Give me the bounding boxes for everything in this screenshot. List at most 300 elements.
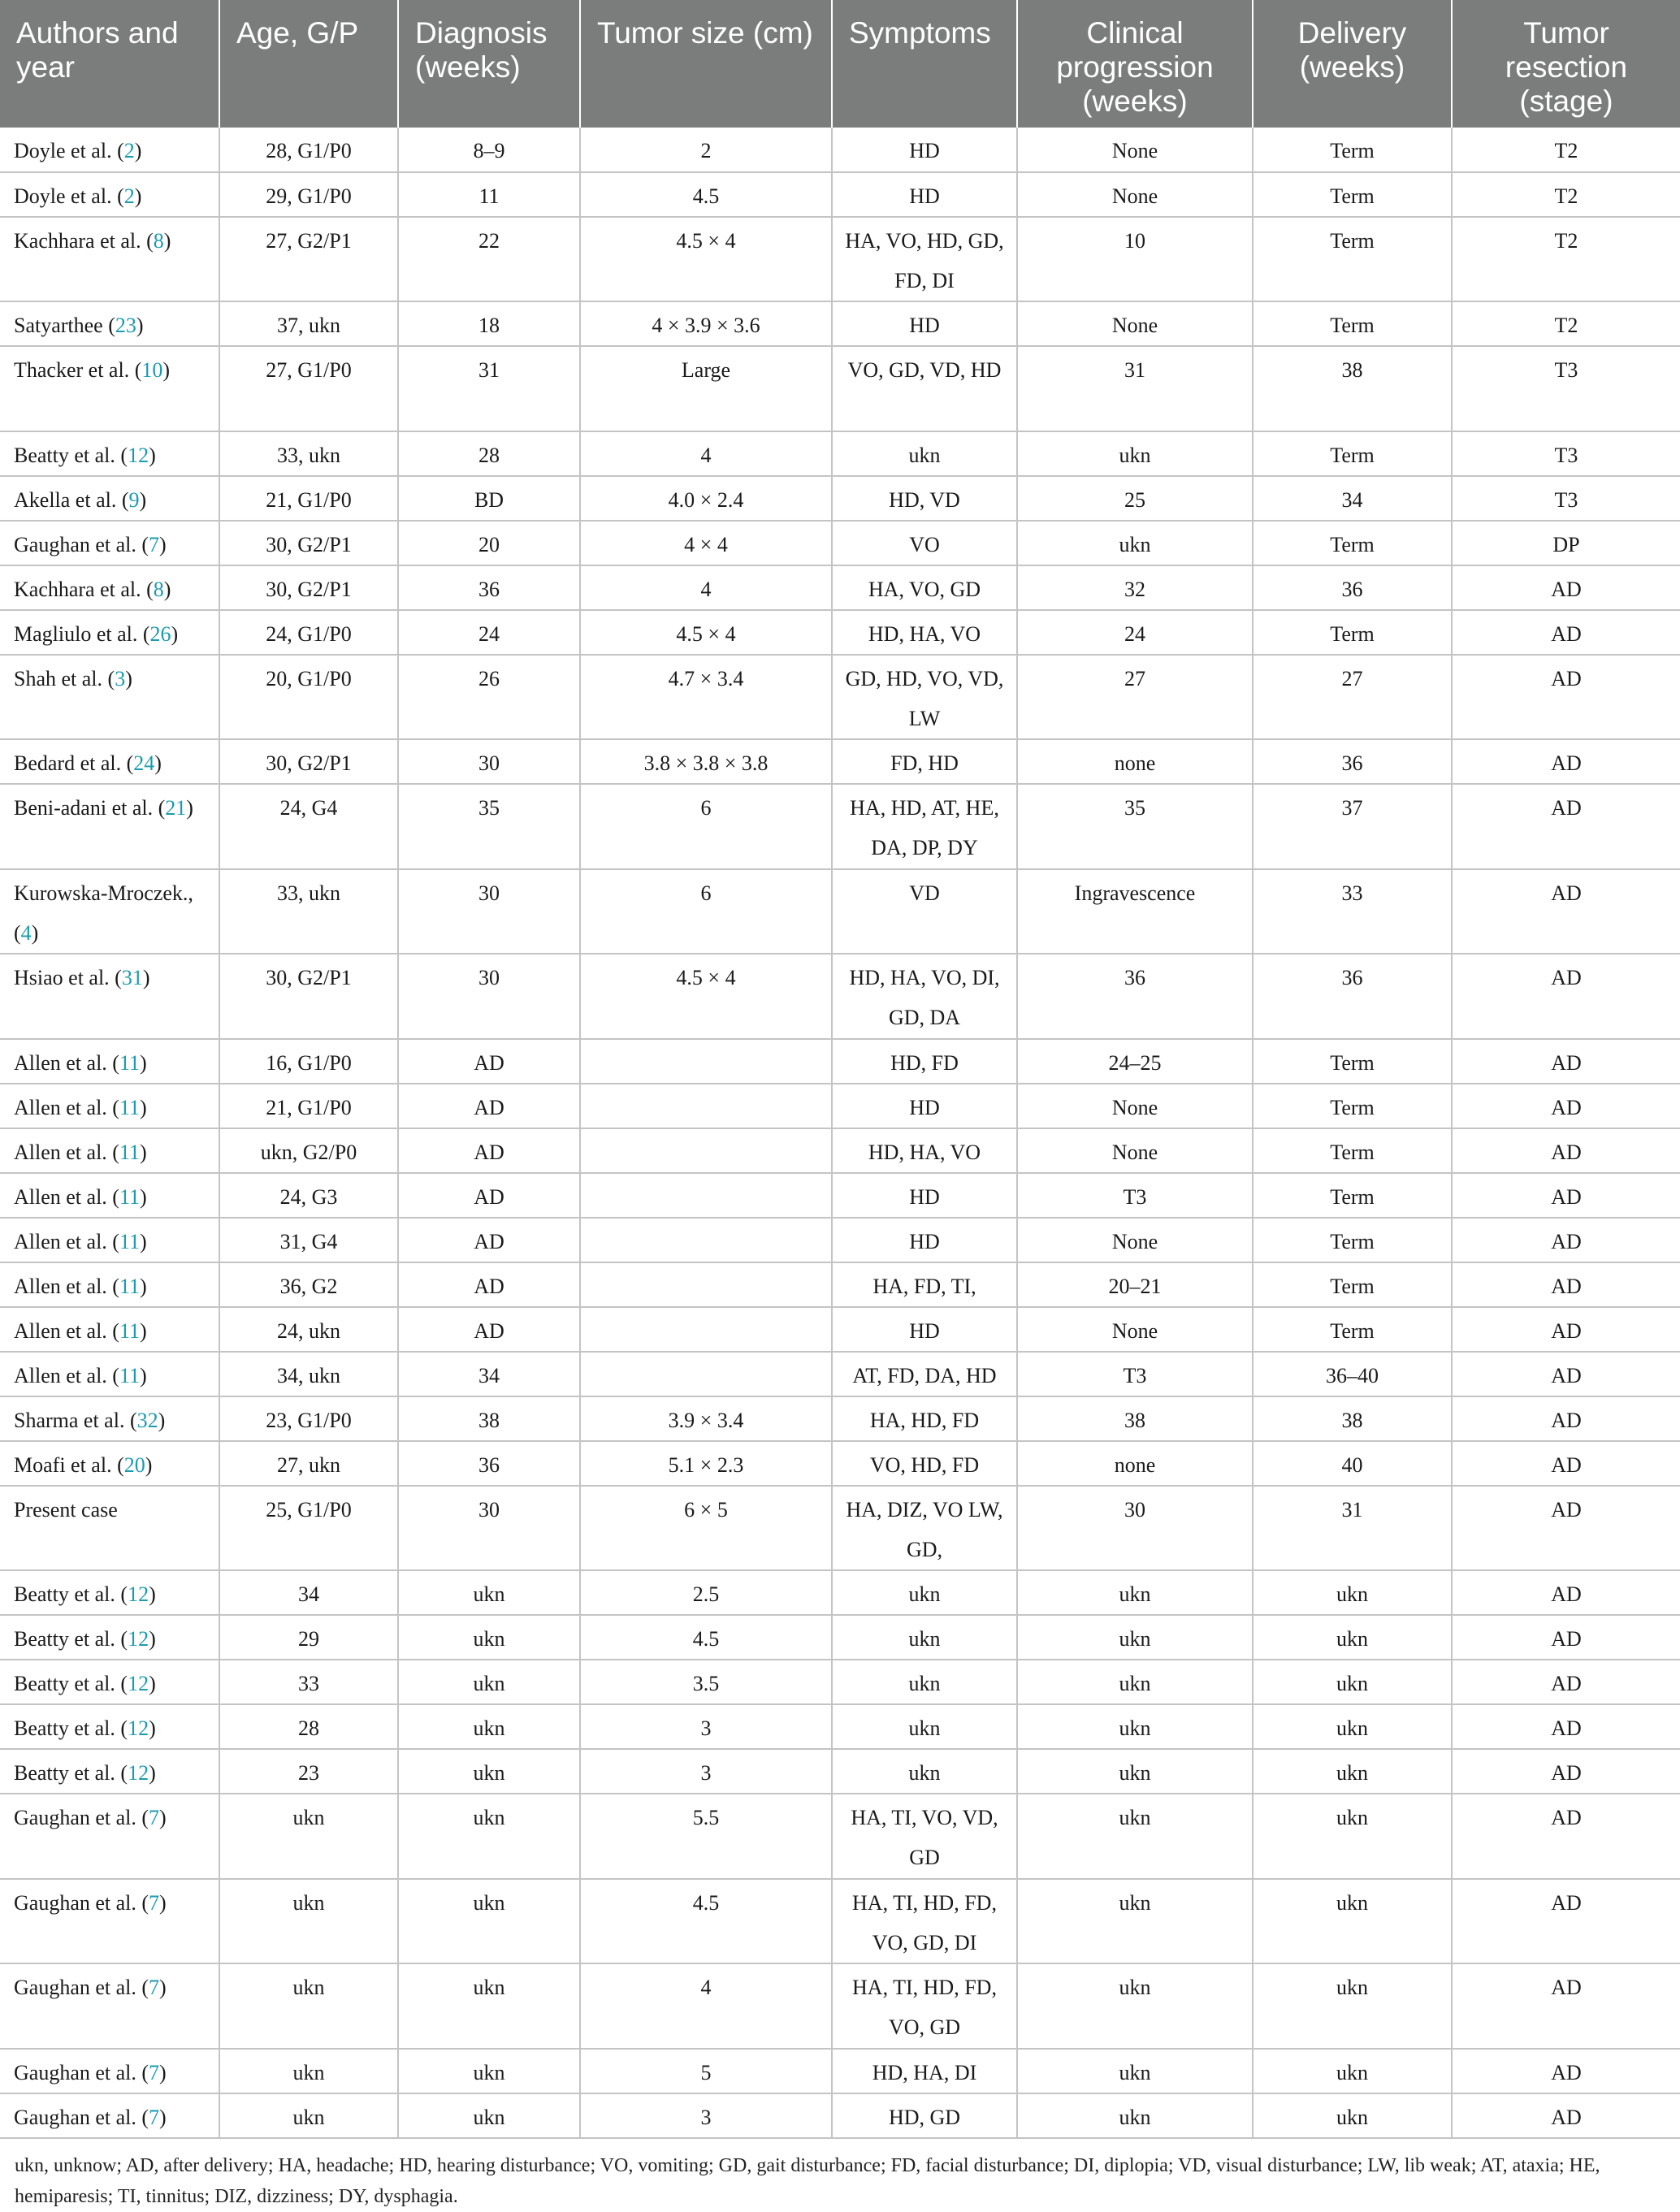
table-row: [0, 1128, 1680, 1173]
reference-link[interactable]: 7: [149, 1976, 160, 1999]
table-row: [0, 1879, 1680, 1964]
author-name: Gaughan et al. (: [14, 1890, 149, 1915]
cell-delivery: ukn: [1253, 1660, 1452, 1704]
cell-symptoms: ukn: [832, 1704, 1017, 1749]
table-row: [0, 1173, 1680, 1218]
header-delivery: Delivery (weeks): [1253, 0, 1452, 128]
cell-symptoms: HD, HA, DI: [832, 2049, 1017, 2093]
cell-author: Sharma et al. (32): [0, 1396, 219, 1441]
cell-age: 23, G1/P0: [219, 1396, 398, 1441]
cell-delivery: Term: [1253, 1218, 1452, 1262]
cell-age: 25, G1/P0: [219, 1486, 398, 1571]
cell-tumor-size: 2: [580, 128, 832, 172]
cell-diagnosis: 30: [398, 869, 580, 954]
cell-clinical-progression: None: [1017, 128, 1253, 172]
cell-delivery: Term: [1253, 1128, 1452, 1173]
table-row: [0, 1963, 1680, 2049]
cell-tumor-resection: AD: [1452, 1039, 1680, 1084]
reference-link[interactable]: 8: [153, 228, 164, 253]
cell-clinical-progression: ukn: [1017, 1794, 1253, 1879]
table-body: [0, 128, 1680, 2138]
cell-author: Beatty et al. (12): [0, 1704, 219, 1749]
cell-age: 21, G1/P0: [219, 1084, 398, 1128]
table-row: [0, 1396, 1680, 1441]
table-row: [0, 301, 1680, 346]
cell-tumor-size: 4: [580, 1963, 832, 2049]
cell-tumor-size: 4.0 × 2.4: [580, 476, 832, 521]
header-symptoms: Symptoms: [832, 0, 1017, 128]
table-row: [0, 128, 1680, 172]
cell-age: 24, G3: [219, 1173, 398, 1218]
reference-link[interactable]: 11: [119, 1229, 140, 1253]
cell-clinical-progression: 24–25: [1017, 1039, 1253, 1084]
cell-diagnosis: 30: [398, 954, 580, 1039]
table-row: [0, 1749, 1680, 1794]
reference-link[interactable]: 3: [115, 666, 126, 690]
cell-diagnosis: AD: [398, 1128, 580, 1173]
reference-link[interactable]: 26: [149, 621, 171, 646]
cell-tumor-resection: T2: [1452, 217, 1680, 302]
cell-delivery: 38: [1253, 346, 1452, 431]
cell-delivery: ukn: [1253, 1963, 1452, 2049]
cell-delivery: ukn: [1253, 2049, 1452, 2093]
cell-diagnosis: 30: [398, 739, 580, 784]
table-header-row: [0, 0, 1680, 128]
cell-tumor-resection: T3: [1452, 476, 1680, 521]
cell-delivery: Term: [1253, 301, 1452, 346]
cell-diagnosis: 20: [398, 521, 580, 565]
cell-delivery: 37: [1253, 784, 1452, 869]
cell-tumor-resection: AD: [1452, 1352, 1680, 1396]
author-name: Moafi et al. (: [14, 1452, 124, 1477]
cell-tumor-resection: T2: [1452, 128, 1680, 172]
cell-clinical-progression: 36: [1017, 954, 1253, 1039]
cell-age: 36, G2: [219, 1262, 398, 1307]
cell-age: 30, G2/P1: [219, 565, 398, 610]
cell-symptoms: HD: [832, 1307, 1017, 1352]
cell-diagnosis: ukn: [398, 1615, 580, 1660]
cell-age: 27, ukn: [219, 1441, 398, 1486]
cell-diagnosis: AD: [398, 1039, 580, 1084]
reference-link[interactable]: 7: [149, 532, 160, 556]
reference-link[interactable]: 10: [141, 358, 163, 382]
cell-tumor-size: 6 × 5: [580, 1486, 832, 1571]
cell-author: Beni-adani et al. (21): [0, 784, 219, 869]
cell-clinical-progression: none: [1017, 739, 1253, 784]
cell-clinical-progression: none: [1017, 1441, 1253, 1486]
cell-delivery: Term: [1253, 1262, 1452, 1307]
cell-tumor-size: 4: [580, 565, 832, 610]
cell-clinical-progression: Ingravescence: [1017, 869, 1253, 954]
cell-tumor-size: 4.5: [580, 1615, 832, 1660]
cell-tumor-resection: AD: [1452, 1660, 1680, 1704]
cell-clinical-progression: None: [1017, 1128, 1253, 1173]
cell-delivery: Term: [1253, 217, 1452, 302]
cell-tumor-size: 6: [580, 784, 832, 869]
cell-tumor-size: 4.5: [580, 1879, 832, 1964]
cell-author: Beatty et al. (12): [0, 431, 219, 476]
cell-diagnosis: AD: [398, 1084, 580, 1128]
table-row: [0, 1441, 1680, 1486]
reference-link[interactable]: 7: [149, 2105, 160, 2129]
author-name: Beatty et al. (: [14, 1582, 128, 1606]
cell-delivery: 36–40: [1253, 1352, 1452, 1396]
cell-symptoms: HD, HA, VO: [832, 610, 1017, 655]
cell-tumor-size: [580, 1262, 832, 1307]
cell-tumor-size: 5: [580, 2049, 832, 2093]
cell-age: 29, G1/P0: [219, 172, 398, 217]
cell-tumor-size: 5.1 × 2.3: [580, 1441, 832, 1486]
cell-tumor-size: 3: [580, 1704, 832, 1749]
cell-diagnosis: ukn: [398, 2093, 580, 2138]
table-row: [0, 869, 1680, 954]
cell-symptoms: HA, HD, FD: [832, 1396, 1017, 1441]
cell-delivery: Term: [1253, 610, 1452, 655]
cell-diagnosis: AD: [398, 1173, 580, 1218]
author-name: Allen et al. (: [14, 1318, 119, 1343]
cell-age: 27, G1/P0: [219, 346, 398, 431]
reference-link[interactable]: 7: [149, 2060, 160, 2084]
reference-link[interactable]: 12: [128, 1716, 149, 1740]
cell-symptoms: HD: [832, 1173, 1017, 1218]
cell-diagnosis: ukn: [398, 1794, 580, 1879]
cell-symptoms: HD, FD: [832, 1039, 1017, 1084]
cell-clinical-progression: 35: [1017, 784, 1253, 869]
author-name: Sharma et al. (: [14, 1408, 137, 1432]
cell-tumor-size: 4: [580, 431, 832, 476]
table-row: [0, 565, 1680, 610]
table-row: [0, 739, 1680, 784]
cell-author: Gaughan et al. (7): [0, 1794, 219, 1879]
cell-clinical-progression: 30: [1017, 1486, 1253, 1571]
reference-link[interactable]: 32: [136, 1408, 158, 1432]
cell-age: 34, ukn: [219, 1352, 398, 1396]
cell-diagnosis: ukn: [398, 1704, 580, 1749]
author-name: Akella et al. (: [14, 487, 129, 512]
cell-symptoms: VO, HD, FD: [832, 1441, 1017, 1486]
cell-tumor-size: 3: [580, 1749, 832, 1794]
cell-tumor-resection: AD: [1452, 784, 1680, 869]
reference-link[interactable]: 12: [128, 1672, 149, 1695]
cell-age: ukn: [219, 1963, 398, 2049]
cell-delivery: 33: [1253, 869, 1452, 954]
reference-link[interactable]: 24: [133, 751, 155, 775]
cell-tumor-size: [580, 1173, 832, 1218]
cell-tumor-resection: AD: [1452, 610, 1680, 655]
author-name: Beatty et al. (: [14, 443, 128, 467]
cell-diagnosis: 36: [398, 1441, 580, 1486]
cell-symptoms: HD: [832, 128, 1017, 172]
table-footnote: ukn, unknow; AD, after delivery; HA, headache; HD, hearing disturbance; VO, vomiting; GD, gait disturbance; FD, facial disturbance; DI, diplopia; VD, visual disturbance; LW, lib weak; AT, ataxia; HE, hemiparesis; TI, tinnitus; DIZ, dizziness; DY, dysphagia.: [15, 2154, 1600, 2207]
cell-tumor-size: 4.5 × 4: [580, 954, 832, 1039]
table-row: [0, 1615, 1680, 1660]
cell-tumor-resection: AD: [1452, 2093, 1680, 2138]
cell-author: Gaughan et al. (7): [0, 1963, 219, 2049]
reference-link[interactable]: 12: [128, 443, 149, 467]
cell-tumor-resection: AD: [1452, 655, 1680, 740]
author-name: Kachhara et al. (: [14, 577, 154, 601]
cell-author: Beatty et al. (12): [0, 1615, 219, 1660]
cell-age: 21, G1/P0: [219, 476, 398, 521]
cell-tumor-size: 3.5: [580, 1660, 832, 1704]
cell-age: 30, G2/P1: [219, 954, 398, 1039]
cell-age: 28, G1/P0: [219, 128, 398, 172]
cell-symptoms: ukn: [832, 1749, 1017, 1794]
cell-delivery: Term: [1253, 128, 1452, 172]
cell-tumor-resection: DP: [1452, 521, 1680, 565]
cell-tumor-size: [580, 1084, 832, 1128]
cell-delivery: 34: [1253, 476, 1452, 521]
cell-age: ukn: [219, 2049, 398, 2093]
cell-age: 24, G4: [219, 784, 398, 869]
reference-link[interactable]: 9: [128, 487, 140, 512]
cell-tumor-resection: AD: [1452, 1615, 1680, 1660]
cell-author: Hsiao et al. (31): [0, 954, 219, 1039]
cell-diagnosis: 38: [398, 1396, 580, 1441]
reference-link[interactable]: 2: [123, 184, 135, 208]
cell-symptoms: HA, DIZ, VO LW, GD,: [832, 1486, 1017, 1571]
cell-delivery: 31: [1253, 1486, 1452, 1571]
reference-link[interactable]: 7: [149, 1890, 160, 1915]
author-name: Gaughan et al. (: [14, 2060, 149, 2084]
cell-tumor-resection: AD: [1452, 1396, 1680, 1441]
cell-age: 20, G1/P0: [219, 655, 398, 740]
cell-author: Kachhara et al. (8): [0, 565, 219, 610]
author-name: Gaughan et al. (: [14, 1806, 149, 1829]
cell-author: Moafi et al. (20): [0, 1441, 219, 1486]
cell-author: Gaughan et al. (7): [0, 2049, 219, 2093]
reference-link[interactable]: 11: [119, 1095, 140, 1119]
cell-clinical-progression: ukn: [1017, 1660, 1253, 1704]
cell-author: Gaughan et al. (7): [0, 2093, 219, 2138]
table-row: [0, 1039, 1680, 1084]
reference-link[interactable]: 11: [119, 1140, 140, 1164]
cell-clinical-progression: ukn: [1017, 1963, 1253, 2049]
cell-tumor-resection: AD: [1452, 1173, 1680, 1218]
cell-diagnosis: 26: [398, 655, 580, 740]
cell-tumor-resection: AD: [1452, 1218, 1680, 1262]
cell-clinical-progression: ukn: [1017, 2049, 1253, 2093]
cell-age: 29: [219, 1615, 398, 1660]
cell-author: Beatty et al. (12): [0, 1570, 219, 1615]
cell-symptoms: GD, HD, VO, VD, LW: [832, 655, 1017, 740]
cell-author: Allen et al. (11): [0, 1039, 219, 1084]
cell-tumor-size: [580, 1039, 832, 1084]
cell-clinical-progression: T3: [1017, 1352, 1253, 1396]
cell-tumor-resection: AD: [1452, 1794, 1680, 1879]
cell-author: Beatty et al. (12): [0, 1749, 219, 1794]
table-row: [0, 431, 1680, 476]
cell-diagnosis: 35: [398, 784, 580, 869]
reference-link[interactable]: 7: [149, 1806, 160, 1829]
cell-tumor-resection: AD: [1452, 1128, 1680, 1173]
cell-clinical-progression: 32: [1017, 565, 1253, 610]
table-row: [0, 610, 1680, 655]
author-name: Present case: [14, 1497, 118, 1522]
reference-link[interactable]: 31: [121, 966, 143, 989]
cell-diagnosis: 18: [398, 301, 580, 346]
cell-delivery: Term: [1253, 1084, 1452, 1128]
cell-diagnosis: ukn: [398, 1570, 580, 1615]
author-name: Allen et al. (: [14, 1050, 119, 1075]
cell-diagnosis: 34: [398, 1352, 580, 1396]
header-age: Age, G/P: [219, 0, 398, 128]
cell-tumor-size: [580, 1218, 832, 1262]
reference-link[interactable]: 2: [123, 139, 135, 162]
cell-delivery: Term: [1253, 431, 1452, 476]
cell-tumor-resection: AD: [1452, 2049, 1680, 2093]
cell-clinical-progression: ukn: [1017, 1749, 1253, 1794]
author-name: Allen et al. (: [14, 1274, 119, 1298]
cell-tumor-resection: T2: [1452, 172, 1680, 217]
cell-tumor-size: 3: [580, 2093, 832, 2138]
cell-tumor-resection: AD: [1452, 1486, 1680, 1571]
table-row: [0, 346, 1680, 431]
reference-link[interactable]: 12: [128, 1627, 149, 1651]
cell-tumor-resection: T3: [1452, 431, 1680, 476]
cell-clinical-progression: 24: [1017, 610, 1253, 655]
cell-clinical-progression: 38: [1017, 1396, 1253, 1441]
cell-symptoms: HD, HA, VO, DI, GD, DA: [832, 954, 1017, 1039]
table-row: [0, 2049, 1680, 2093]
cell-diagnosis: AD: [398, 1262, 580, 1307]
author-name: Allen et al. (: [14, 1184, 119, 1209]
cell-diagnosis: AD: [398, 1218, 580, 1262]
cell-tumor-size: 4 × 3.9 × 3.6: [580, 301, 832, 346]
cell-delivery: ukn: [1253, 1615, 1452, 1660]
cell-author: Gaughan et al. (7): [0, 1879, 219, 1964]
author-name: Gaughan et al. (: [14, 532, 149, 556]
cell-tumor-size: 3.8 × 3.8 × 3.8: [580, 739, 832, 784]
author-name: Satyarthee (: [14, 314, 115, 337]
cell-clinical-progression: ukn: [1017, 1570, 1253, 1615]
table-row: [0, 1262, 1680, 1307]
author-name: Allen et al. (: [14, 1095, 119, 1119]
cell-tumor-resection: AD: [1452, 954, 1680, 1039]
header-authors: Authors and year: [0, 0, 219, 128]
cell-clinical-progression: None: [1017, 1084, 1253, 1128]
cell-age: 37, ukn: [219, 301, 398, 346]
cell-delivery: ukn: [1253, 1749, 1452, 1794]
cell-clinical-progression: 20–21: [1017, 1262, 1253, 1307]
reference-link[interactable]: 11: [119, 1184, 140, 1209]
reference-link[interactable]: 12: [128, 1761, 149, 1785]
reference-link[interactable]: 11: [119, 1363, 140, 1387]
cell-delivery: Term: [1253, 1307, 1452, 1352]
reference-link[interactable]: 8: [153, 577, 164, 601]
cell-age: 23: [219, 1749, 398, 1794]
cell-diagnosis: 30: [398, 1486, 580, 1571]
cell-diagnosis: 36: [398, 565, 580, 610]
cell-tumor-resection: AD: [1452, 1963, 1680, 2049]
cell-diagnosis: ukn: [398, 1879, 580, 1964]
cell-age: ukn: [219, 2093, 398, 2138]
author-name: Kachhara et al. (: [14, 228, 154, 253]
cell-clinical-progression: 25: [1017, 476, 1253, 521]
cell-symptoms: VO: [832, 521, 1017, 565]
cell-clinical-progression: ukn: [1017, 2093, 1253, 2138]
cell-delivery: 36: [1253, 565, 1452, 610]
cell-age: 33: [219, 1660, 398, 1704]
cell-clinical-progression: ukn: [1017, 431, 1253, 476]
reference-link[interactable]: 23: [115, 314, 136, 337]
header-tumor-size: Tumor size (cm): [580, 0, 832, 128]
cell-age: 33, ukn: [219, 869, 398, 954]
table-row: [0, 172, 1680, 217]
reference-link[interactable]: 11: [119, 1050, 140, 1075]
cell-tumor-resection: AD: [1452, 1879, 1680, 1964]
cell-clinical-progression: None: [1017, 301, 1253, 346]
cell-clinical-progression: None: [1017, 1307, 1253, 1352]
cell-clinical-progression: 27: [1017, 655, 1253, 740]
cell-author: Thacker et al. (10): [0, 346, 219, 431]
cell-symptoms: HA, VO, HD, GD, FD, DI: [832, 217, 1017, 302]
table-row: [0, 1570, 1680, 1615]
cell-tumor-resection: AD: [1452, 869, 1680, 954]
author-name: Doyle et al. (: [14, 139, 124, 162]
cell-symptoms: HD, VD: [832, 476, 1017, 521]
cell-delivery: Term: [1253, 1039, 1452, 1084]
table-row: [0, 1084, 1680, 1128]
cell-symptoms: HD, GD: [832, 2093, 1017, 2138]
cell-tumor-resection: AD: [1452, 1084, 1680, 1128]
author-name: Shah et al. (: [14, 666, 115, 690]
cell-delivery: 27: [1253, 655, 1452, 740]
reference-link[interactable]: 11: [119, 1274, 140, 1298]
cell-author: Allen et al. (11): [0, 1352, 219, 1396]
cell-symptoms: HD, HA, VO: [832, 1128, 1017, 1173]
table-row: [0, 1794, 1680, 1879]
cell-tumor-size: [580, 1352, 832, 1396]
cell-delivery: 38: [1253, 1396, 1452, 1441]
table-row: [0, 1486, 1680, 1571]
cell-symptoms: HA, HD, AT, HE, DA, DP, DY: [832, 784, 1017, 869]
cell-clinical-progression: None: [1017, 172, 1253, 217]
author-name: Gaughan et al. (: [14, 1976, 149, 1999]
author-name: Thacker et al. (: [14, 358, 142, 382]
cell-tumor-size: 2.5: [580, 1570, 832, 1615]
cell-tumor-size: 6: [580, 869, 832, 954]
cell-diagnosis: 11: [398, 172, 580, 217]
cell-clinical-progression: ukn: [1017, 1879, 1253, 1964]
cell-author: Satyarthee (23): [0, 301, 219, 346]
cell-author: Magliulo et al. (26): [0, 610, 219, 655]
table-row: [0, 784, 1680, 869]
cell-tumor-size: 4.5: [580, 172, 832, 217]
cell-author: Akella et al. (9): [0, 476, 219, 521]
author-name: Bedard et al. (: [14, 751, 134, 775]
cell-tumor-size: Large: [580, 346, 832, 431]
cell-diagnosis: 31: [398, 346, 580, 431]
reference-link[interactable]: 12: [128, 1582, 149, 1606]
cell-author: Allen et al. (11): [0, 1262, 219, 1307]
cell-delivery: ukn: [1253, 1704, 1452, 1749]
cell-age: ukn: [219, 1794, 398, 1879]
reference-link[interactable]: 11: [119, 1318, 140, 1343]
cell-diagnosis: BD: [398, 476, 580, 521]
cell-age: 24, ukn: [219, 1307, 398, 1352]
reference-link[interactable]: 20: [123, 1452, 145, 1477]
cell-author: Shah et al. (3): [0, 655, 219, 740]
cell-tumor-resection: AD: [1452, 565, 1680, 610]
cell-clinical-progression: None: [1017, 1218, 1253, 1262]
cell-diagnosis: ukn: [398, 1963, 580, 2049]
reference-link[interactable]: 21: [165, 796, 187, 820]
cell-age: 30, G2/P1: [219, 739, 398, 784]
reference-link[interactable]: 4: [20, 920, 32, 945]
cell-delivery: Term: [1253, 172, 1452, 217]
cell-symptoms: HD: [832, 172, 1017, 217]
